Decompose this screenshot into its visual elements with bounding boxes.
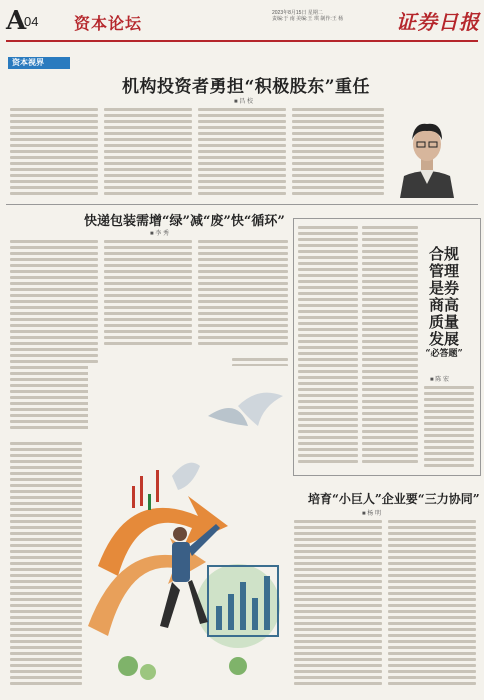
article3-col2 (362, 226, 418, 470)
header-rule (6, 40, 478, 42)
article3-col1 (298, 226, 358, 470)
article2-col3 (198, 240, 288, 352)
article2-col1-lower (10, 442, 82, 690)
article1-col1 (10, 108, 98, 200)
article1-col2 (104, 108, 192, 200)
article4-title: 培育“小巨人”企业要“三力协同” (308, 492, 480, 506)
article3-title-line: 发展 (428, 330, 459, 348)
article3-title-line: 商高 (428, 296, 459, 314)
section-divider (6, 204, 478, 205)
article3-author: ■ 陈 宏 (430, 377, 449, 383)
article1-title: 机构投资者勇担“积极股东”重任 (122, 77, 371, 97)
article1-col3 (198, 108, 286, 200)
issue-date: 2023年8月15日 星期二 (272, 10, 323, 16)
editor-line: 责编:于 南 美编:王 琪 制作:王 杨 (272, 16, 344, 22)
article3-title-line: 管理 (428, 262, 459, 280)
article2-title: 快递包装需增“绿”减“废”快“循环” (84, 214, 285, 229)
article2-col2 (104, 240, 192, 352)
newspaper-logo: 证券日报 (396, 10, 480, 34)
author-portrait (392, 110, 462, 198)
article4-col2 (388, 520, 476, 690)
article3-title-line: 合规 (428, 245, 459, 263)
article3-col3 (424, 386, 474, 470)
section-title: 资本论坛 (74, 14, 143, 33)
article2-author: ■ 李 秀 (150, 231, 169, 237)
article1-col4 (292, 108, 384, 200)
article3-title-line: “必答题” (425, 349, 463, 359)
article3-title (424, 246, 464, 360)
article4-author: ■ 杨 明 (362, 511, 381, 517)
page-letter: A (6, 6, 27, 36)
issue-info (272, 10, 362, 22)
article3-title-line: 是券 (428, 279, 459, 297)
article1-author: ■ 昌 校 (234, 99, 253, 105)
article3-title-line: 质量 (428, 313, 459, 331)
page-number: 04 (24, 14, 39, 29)
article4-col1 (294, 520, 382, 690)
article2-col1 (10, 240, 98, 432)
editorial-illustration (88, 366, 290, 686)
column-tag: 资本视界 (8, 57, 70, 69)
